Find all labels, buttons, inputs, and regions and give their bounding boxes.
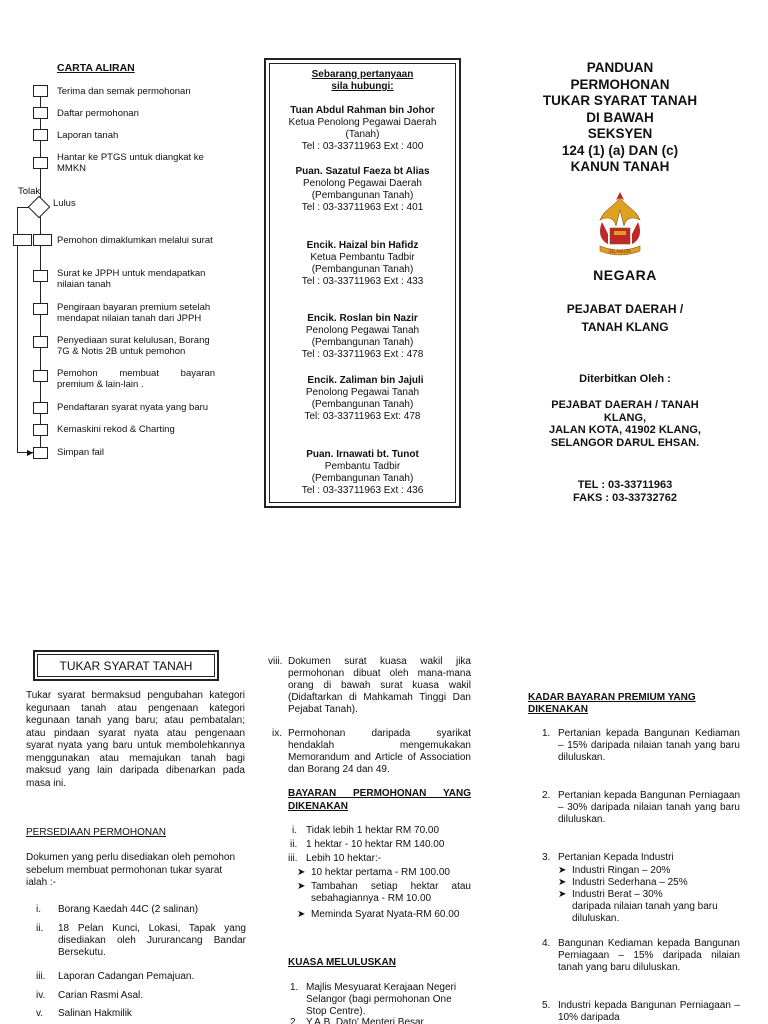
fee-item: Tidak lebih 1 hektar RM 70.00: [306, 825, 440, 836]
list-num: ii.: [36, 923, 44, 934]
subfee-item: Tambahan setiap hektar atau sebahagiannya - RM 10.00: [311, 881, 471, 904]
list-item: Pertanian Kepada Industri: [558, 852, 674, 863]
fee-item: Lebih 10 hektar:-: [306, 853, 382, 864]
flow-step: Daftar permohonan: [57, 108, 139, 119]
fax: FAKS : 03-33732762: [573, 492, 677, 504]
kadar-heading: KADAR BAYARAN PREMIUM YANG DIKENAKAN: [528, 692, 696, 715]
subfee-item: 10 hektar pertama - RM 100.00: [311, 867, 450, 878]
contact-name: Puan. Irnawati bt. Tunot: [306, 449, 419, 460]
contact-tel: Tel : 03-33711963 Ext : 400: [301, 141, 424, 152]
flow-box: [33, 370, 48, 382]
flow-step: Hantar ke PTGS untuk diangkat ke MMKN: [57, 152, 204, 174]
list-num: v.: [36, 1008, 44, 1019]
lulus-label: Lulus: [53, 198, 76, 209]
arrow-bullet-icon: ➤: [558, 865, 567, 876]
flow-box: [33, 402, 48, 414]
list-num: iii.: [288, 853, 298, 864]
contact-role: Penolong Pegawai Daerah: [303, 178, 422, 189]
contact-tel: Tel : 03-33711963 Ext : 436: [301, 485, 424, 496]
flow-box: [33, 303, 48, 315]
list-item: Pertanian kepada Bangunan Perniagaan – 30% daripada nilaian tanah yang baru diluluskan.: [558, 790, 740, 825]
section-title: TUKAR SYARAT TANAH: [59, 659, 193, 673]
contact-tel: Tel: 03-33711963 Ext: 478: [304, 411, 421, 422]
list-item: Salinan Hakmilik: [58, 1008, 132, 1019]
flow-step: Terima dan semak permohonan: [57, 86, 191, 97]
list-num: 1.: [542, 728, 551, 739]
office-name: TANAH KLANG: [581, 320, 669, 334]
contacts-header: Sebarang pertanyaan: [311, 69, 414, 80]
list-item: Y.A.B. Dato' Menteri Besar: [306, 1017, 424, 1024]
arrow-bullet-icon: ➤: [297, 881, 306, 892]
contact-role: Penolong Pegawai Tanah: [305, 387, 420, 398]
flow-box: [33, 424, 48, 436]
flow-step: Pemohon membuat bayaran premium & lain-lain .: [57, 368, 215, 390]
contact-name: Encik. Haizal bin Hafidz: [306, 240, 419, 251]
list-num: 4.: [542, 938, 551, 949]
list-num: i.: [292, 825, 297, 836]
contacts-box: [264, 58, 461, 508]
persediaan-paragraph: Dokumen yang perlu disediakan oleh pemohon sebelum membuat permohonan tukar syarat ialah :-: [26, 852, 236, 888]
list-num: 3.: [542, 852, 551, 863]
contact-tel: Tel : 03-33711963 Ext : 401: [301, 202, 424, 213]
flow-box: [33, 157, 48, 169]
flow-step: Pengiraan bayaran premium setelah mendapat nilaian tanah dari JPPH: [57, 302, 211, 324]
publisher-address: PEJABAT DAERAH / TANAH KLANG, JALAN KOTA, 41902 KLANG, SELANGOR DARUL EHSAN.: [549, 399, 701, 449]
contact-name: Encik. Zaliman bin Jajuli: [307, 375, 424, 386]
flow-box: [33, 447, 48, 459]
negara-label: NEGARA: [593, 267, 657, 283]
contact-role: (Pembangunan Tanah): [311, 473, 414, 484]
telephone: TEL : 03-33711963: [577, 479, 673, 491]
list-num: ii.: [290, 839, 298, 850]
contact-role: Ketua Pembantu Tadbir: [310, 252, 415, 263]
contact-role: Penolong Pegawai Tanah: [305, 325, 420, 336]
contact-role: Ketua Penolong Pegawai Daerah: [288, 117, 437, 128]
flow-step: Simpan fail: [57, 447, 104, 458]
svg-text:SELANGOR: SELANGOR: [608, 249, 632, 254]
contact-role: (Pembangunan Tanah): [311, 399, 414, 410]
contact-role: Pembantu Tadbir: [324, 461, 401, 472]
flow-box: [33, 336, 48, 348]
contact-name: Tuan Abdul Rahman bin Johor: [290, 105, 435, 116]
list-num: iii.: [36, 971, 46, 982]
industri-tail: daripada nilaian tanah yang baru diluluskan.: [572, 901, 718, 924]
cover-title: PANDUAN PERMOHONAN TUKAR SYARAT TANAH DI BAWAH SEKSYEN 124 (1) (a) DAN (c) KANUN TANAH: [542, 60, 698, 174]
flow-box: [33, 129, 48, 141]
list-num: 1.: [290, 982, 299, 993]
contact-role: (Pembangunan Tanah): [311, 337, 414, 348]
arrow-bullet-icon: ➤: [297, 867, 306, 878]
industri-item: Industri Berat – 30%: [572, 889, 663, 900]
list-item: Bangunan Kediaman kepada Bangunan Perniagaan – 15% daripada nilaian tanah yang baru diluluskan.: [558, 938, 740, 973]
persediaan-heading: PERSEDIAAN PERMOHONAN: [26, 827, 167, 838]
list-item: Pertanian kepada Bangunan Kediaman – 15% daripada nilaian tanah yang baru diluluskan.: [558, 728, 740, 763]
list-item: Carian Rasmi Asal.: [58, 990, 144, 1001]
list-num: ix.: [272, 728, 282, 739]
decision-diamond: [28, 196, 51, 219]
fee-item: 1 hektar - 10 hektar RM 140.00: [306, 839, 445, 850]
contact-tel: Tel : 03-33711963 Ext : 478: [301, 349, 424, 360]
industri-item: Industri Ringan – 20%: [572, 865, 671, 876]
section-title-box: [33, 650, 219, 681]
intro-paragraph: Tukar syarat bermaksud pengubahan kategori kegunaan tanah atau pengenaan kategori kegunaan tanah yang baru; atau pembatalan; atau pindaan syarat nyata atau pengenaan syarat nyata yang baru untuk membolehkannya menggunakan atau memajukan tanah bagi maksud yang lain daripada dibenarkan pada masa ini.: [26, 690, 245, 789]
list-item: Majlis Mesyuarat Kerajaan Negeri Selangor (bagi permohonan One Stop Centre).: [306, 982, 457, 1017]
bayaran-heading: BAYARAN PERMOHONAN YANG DIKENAKAN: [288, 788, 471, 812]
list-item: 18 Pelan Kunci, Lokasi, Tapak yang disediakan oleh Jururancang Bandar Bersekutu.: [58, 923, 246, 958]
flow-box: [33, 85, 48, 97]
list-num: 5.: [542, 1000, 551, 1011]
list-item: Industri kepada Bangunan Perniagaan – 10% daripada: [558, 1000, 740, 1023]
published-by-label: Diterbitkan Oleh :: [579, 373, 671, 385]
contact-name: Puan. Sazatul Faeza bt Alias: [295, 166, 430, 177]
contact-name: Encik. Roslan bin Nazir: [307, 313, 418, 324]
flow-step: Laporan tanah: [57, 130, 119, 141]
contact-role: (Pembangunan Tanah): [311, 190, 414, 201]
flow-step: Pendaftaran syarat nyata yang baru: [57, 402, 209, 413]
list-item: Permohonan daripada syarikat hendaklah mengemukakan Memorandum and Article of Association dan Borang 24 dan 49.: [288, 728, 471, 775]
arrow-bullet-icon: ➤: [558, 877, 567, 888]
flow-box: [33, 270, 48, 282]
flow-step: Pemohon dimaklumkan melalui surat: [57, 235, 213, 246]
arrow-bullet-icon: ➤: [297, 909, 306, 920]
flow-box: [33, 107, 48, 119]
list-num: 2.: [290, 1017, 299, 1024]
industri-item: Industri Sederhana – 25%: [572, 877, 688, 888]
tolak-label: Tolak: [18, 186, 41, 197]
contacts-header: sila hubungi:: [331, 81, 394, 92]
subfee-item: Meminda Syarat Nyata-RM 60.00: [311, 909, 460, 920]
list-num: iv.: [36, 990, 46, 1001]
list-num: 2.: [542, 790, 551, 801]
flow-box: [13, 234, 32, 246]
office-name: PEJABAT DAERAH /: [566, 302, 684, 316]
flow-step: Surat ke JPPH untuk mendapatkan nilaian tanah: [57, 268, 206, 290]
list-num: viii.: [268, 656, 283, 667]
list-item: Dokumen surat kuasa wakil jika permohonan dibuat oleh mana-mana orang di bawah surat kuasa wakil (Didaftarkan di Mahkamah Tinggi Dan Pejabat Tanah).: [288, 656, 471, 715]
flow-box: [33, 234, 52, 246]
contact-role: (Pembangunan Tanah): [311, 264, 414, 275]
contact-tel: Tel : 03-33711963 Ext : 433: [301, 276, 424, 287]
arrow-bullet-icon: ➤: [558, 889, 567, 900]
flowchart-title: CARTA ALIRAN: [57, 62, 135, 74]
flow-step: Kemaskini rekod & Charting: [57, 424, 175, 435]
contact-role: (Tanah): [345, 129, 380, 140]
selangor-crest-icon: [590, 190, 650, 260]
list-item: Laporan Cadangan Pemajuan.: [58, 971, 195, 982]
list-item: Borang Kaedah 44C (2 salinan): [58, 904, 199, 915]
flow-step: Penyediaan surat kelulusan, Borang 7G & Notis 2B untuk pemohon: [57, 335, 210, 357]
kuasa-heading: KUASA MELULUSKAN: [288, 957, 396, 968]
list-num: i.: [36, 904, 41, 915]
